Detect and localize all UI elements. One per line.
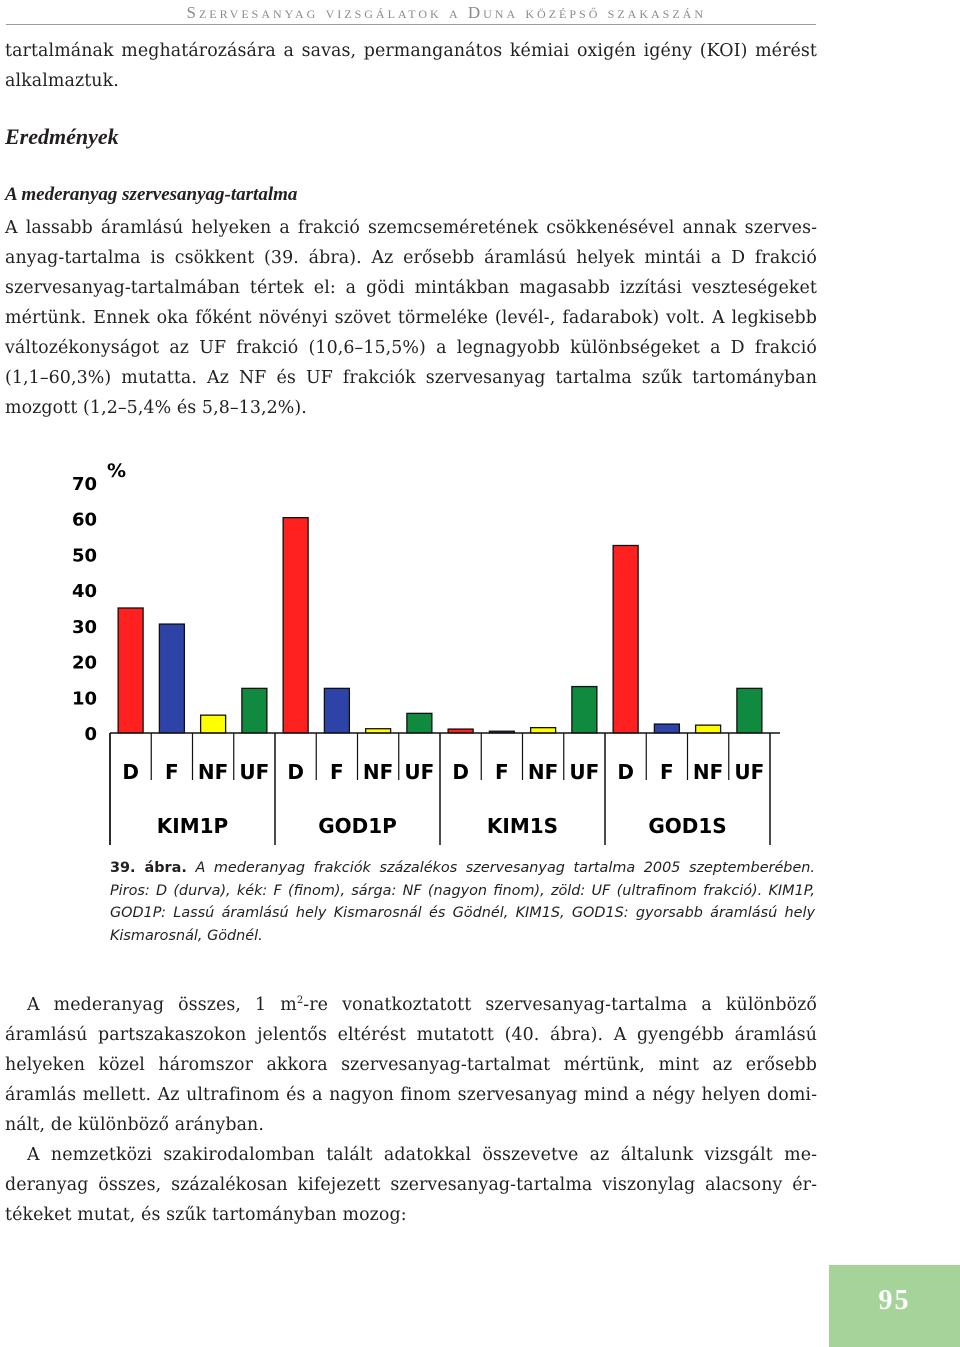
- figure-caption: [110, 857, 815, 947]
- x-tick-label-D: D: [287, 760, 304, 784]
- section-paragraph: A lassabb áramlású helyeken a frakció szemcseméretének csökkenésével annak szervesanyag-tartalma is csökkent (39. ábra). Az erősebb áramlású helyek mintái a D frakció szervesanyag-tartalmában tértek el: a gödi mintákban magasabb izzítási veszteségeket mértünk. Ennek oka főként növényi szövet törmeléke (levél-, fadarabok) volt. A legkisebb változékonyságot az UF frakció (10,6–15,5%) a legnagyobb különbségeket a D frakció (1,1–60,3%) mutatta. Az NF és UF frakciók szervesanyag tartalma szűk tartományban mozgott (1,2–5,4% és 5,8–13,2%).: [5, 218, 817, 418]
- x-tick-label-D: D: [122, 760, 139, 784]
- x-tick-label-NF: NF: [362, 760, 394, 784]
- bar-KIM1P-F: [159, 624, 184, 733]
- bar-KIM1S-NF: [531, 728, 556, 733]
- running-header: [6, 0, 816, 25]
- y-tick-label: 40: [71, 581, 97, 603]
- bar-GOD1S-F: [654, 724, 679, 733]
- x-tick-label-F: F: [660, 760, 674, 784]
- x-tick-label-UF: UF: [734, 760, 765, 784]
- bar-KIM1S-UF: [572, 687, 597, 733]
- x-tick-label-D: D: [452, 760, 469, 784]
- bar-KIM1P-NF: [201, 715, 226, 733]
- y-tick-label: 20: [71, 652, 97, 674]
- y-tick-label: 50: [71, 545, 97, 567]
- bar-chart: [60, 455, 780, 850]
- y-tick-label: 60: [71, 509, 97, 531]
- p1-superscript: 2: [296, 995, 304, 1007]
- y-tick-label: 0: [84, 724, 97, 745]
- x-tick-label-NF: NF: [197, 760, 229, 784]
- bar-KIM1P-UF: [242, 688, 267, 733]
- running-title: Szervesanyag vizsgálatok a Duna középső szakaszán: [186, 3, 706, 22]
- bar-GOD1P-D: [283, 518, 308, 733]
- results-heading: Eredmények: [5, 124, 119, 149]
- x-tick-label-F: F: [495, 760, 509, 784]
- group-label-GOD1S: GOD1S: [648, 814, 727, 838]
- bar-GOD1S-D: [613, 546, 638, 734]
- bar-chart-svg: [60, 455, 780, 850]
- p1-after: -re vonatkoztatott szervesanyag-tartalma a különböző áramlású partszakaszokon jelentős eltérést mutatott (40. ábra). A gyengébb áramlású helyeken közel háromszor akkora szervesanyag-tartalmat mértünk, mint az erősebb áramlás mellett. Az ultrafinom és a nagyon finom szervesanyag mind a négy helyen dominált, de különböző arányban.: [5, 995, 817, 1135]
- p1-before: A mederanyag összes, 1 m: [27, 995, 297, 1015]
- caption-label: 39. ábra.: [110, 860, 187, 876]
- section-subheading: A mederanyag szervesanyag-tartalma: [5, 184, 298, 205]
- x-tick-label-UF: UF: [404, 760, 435, 784]
- bar-GOD1P-UF: [407, 713, 432, 733]
- page-number-badge: [829, 1265, 960, 1347]
- group-label-GOD1P: GOD1P: [318, 814, 397, 838]
- body-paragraph-2: A nemzetközi szakirodalomban talált adatokkal összevetve az általunk vizsgált mederanyag összes, százalékosan kifejezett szervesanyag-tartalma viszonylag alacsony értékeket mutat, és szűk tartományban mozog:: [5, 1145, 817, 1225]
- y-tick-label: 30: [71, 616, 97, 638]
- y-tick-label: 10: [71, 688, 97, 710]
- bar-GOD1P-F: [324, 688, 349, 733]
- x-tick-label-F: F: [165, 760, 179, 784]
- x-tick-label-D: D: [617, 760, 634, 784]
- group-label-KIM1S: KIM1S: [486, 814, 559, 838]
- caption-text: A mederanyag frakciók százalékos szervesanyag tartalma 2005 szeptemberében. Piros: D (durva), kék: F (finom), sárga: NF (nagyon finom), zöld: UF (ultrafinom frakció). KIM1P, GOD1P: Lassú áramlású hely Kismarosnál és Gödnél, KIM1S, GOD1S: gyorsabb áramlású hely Kismarosnál, Gödnél.: [110, 860, 815, 944]
- x-tick-label-NF: NF: [527, 760, 559, 784]
- group-label-KIM1P: KIM1P: [156, 814, 229, 838]
- x-tick-label-NF: NF: [692, 760, 724, 784]
- x-tick-label-UF: UF: [239, 760, 270, 784]
- body-paragraph-1: [5, 990, 817, 1140]
- y-axis-label: %: [107, 460, 127, 482]
- y-tick-label: 70: [71, 474, 97, 495]
- x-tick-label-UF: UF: [569, 760, 600, 784]
- bar-GOD1S-UF: [737, 688, 762, 733]
- bar-KIM1P-D: [118, 608, 143, 733]
- x-tick-label-F: F: [330, 760, 344, 784]
- page-number: 95: [878, 1285, 911, 1316]
- bar-GOD1S-NF: [696, 725, 721, 733]
- intro-paragraph: tartalmának meghatározására a savas, permanganátos kémiai oxigén igény (KOI) mérést alkalmaztuk.: [5, 41, 817, 91]
